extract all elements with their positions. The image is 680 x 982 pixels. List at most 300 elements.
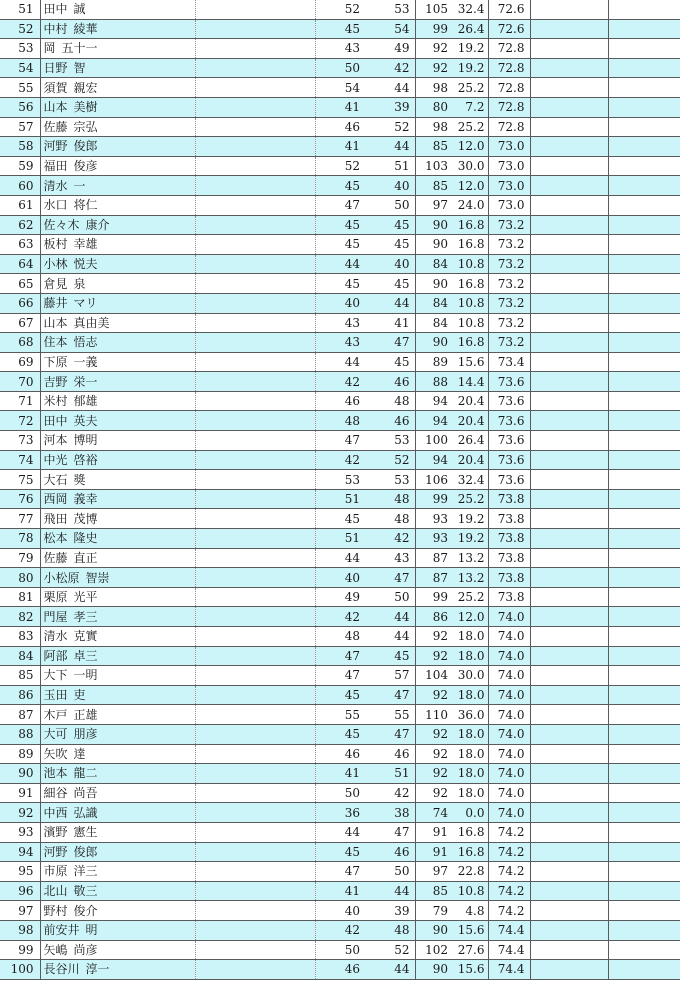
blank-cell [195, 0, 315, 19]
row-number-cell: 66 [0, 293, 40, 313]
empty-cell-1 [530, 783, 608, 803]
total-cell: 103 [415, 156, 451, 176]
value-b-cell: 74.0 [488, 764, 530, 784]
empty-cell-2 [608, 372, 680, 392]
empty-cell-1 [530, 509, 608, 529]
empty-cell-1 [530, 862, 608, 882]
empty-cell-1 [530, 568, 608, 588]
row-number-cell: 100 [0, 960, 40, 980]
blank-cell [195, 137, 315, 157]
score-1-cell: 40 [315, 901, 365, 921]
empty-cell-1 [530, 19, 608, 39]
score-2-cell: 50 [365, 587, 415, 607]
empty-cell-1 [530, 666, 608, 686]
value-b-cell: 72.8 [488, 78, 530, 98]
empty-cell-1 [530, 39, 608, 59]
score-1-cell: 45 [315, 685, 365, 705]
empty-cell-2 [608, 862, 680, 882]
score-2-cell: 44 [365, 627, 415, 647]
table-row [0, 705, 680, 725]
score-1-cell: 44 [315, 352, 365, 372]
empty-cell-2 [608, 724, 680, 744]
value-b-cell: 73.0 [488, 156, 530, 176]
blank-cell [195, 352, 315, 372]
empty-cell-1 [530, 176, 608, 196]
empty-cell-2 [608, 783, 680, 803]
table-row [0, 489, 680, 509]
value-a-cell: 27.6 [451, 940, 488, 960]
blank-cell [195, 176, 315, 196]
empty-cell-1 [530, 58, 608, 78]
blank-cell [195, 117, 315, 137]
value-b-cell: 74.0 [488, 607, 530, 627]
value-a-cell: 16.8 [451, 274, 488, 294]
given-name-text: 洋三 [73, 864, 98, 879]
blank-cell [195, 489, 315, 509]
score-1-cell: 42 [315, 450, 365, 470]
empty-cell-1 [530, 646, 608, 666]
value-a-cell: 19.2 [451, 58, 488, 78]
blank-cell [195, 627, 315, 647]
blank-cell [195, 313, 315, 333]
given-name-text: 俊介 [73, 903, 98, 918]
score-2-cell: 38 [365, 803, 415, 823]
empty-cell-2 [608, 705, 680, 725]
score-1-cell: 50 [315, 940, 365, 960]
table-row [0, 783, 680, 803]
empty-cell-2 [608, 627, 680, 647]
given-name-text: 智 [73, 61, 86, 76]
value-b-cell: 73.8 [488, 587, 530, 607]
value-b-cell: 73.6 [488, 391, 530, 411]
surname-text: 玉田 [43, 688, 68, 703]
empty-cell-2 [608, 764, 680, 784]
row-number-cell: 54 [0, 58, 40, 78]
row-number-cell: 64 [0, 254, 40, 274]
name-cell [40, 450, 195, 470]
value-b-cell: 73.6 [488, 470, 530, 490]
empty-cell-2 [608, 509, 680, 529]
row-number-cell: 67 [0, 313, 40, 333]
total-cell: 90 [415, 960, 451, 980]
score-2-cell: 48 [365, 509, 415, 529]
blank-cell [195, 881, 315, 901]
empty-cell-2 [608, 117, 680, 137]
score-1-cell: 46 [315, 744, 365, 764]
name-cell [40, 724, 195, 744]
empty-cell-1 [530, 117, 608, 137]
value-a-cell: 18.0 [451, 764, 488, 784]
score-1-cell: 48 [315, 627, 365, 647]
value-b-cell: 73.0 [488, 195, 530, 215]
row-number-cell: 63 [0, 235, 40, 255]
empty-cell-2 [608, 19, 680, 39]
empty-cell-2 [608, 489, 680, 509]
total-cell: 90 [415, 274, 451, 294]
score-1-cell: 42 [315, 372, 365, 392]
given-name-text: 龍二 [73, 766, 98, 781]
score-1-cell: 51 [315, 489, 365, 509]
empty-cell-2 [608, 333, 680, 353]
score-2-cell: 53 [365, 431, 415, 451]
total-cell: 92 [415, 764, 451, 784]
total-cell: 90 [415, 920, 451, 940]
empty-cell-1 [530, 254, 608, 274]
table-row [0, 333, 680, 353]
table-row [0, 137, 680, 157]
total-cell: 99 [415, 19, 451, 39]
empty-cell-2 [608, 587, 680, 607]
total-cell: 97 [415, 862, 451, 882]
surname-text: 須賀 [43, 80, 68, 95]
empty-cell-1 [530, 352, 608, 372]
name-cell [40, 666, 195, 686]
table-row [0, 78, 680, 98]
total-cell: 102 [415, 940, 451, 960]
blank-cell [195, 78, 315, 98]
row-number-cell: 73 [0, 431, 40, 451]
score-1-cell: 36 [315, 803, 365, 823]
total-cell: 94 [415, 450, 451, 470]
name-cell [40, 960, 195, 980]
total-cell: 100 [415, 431, 451, 451]
table-row [0, 372, 680, 392]
value-a-cell: 19.2 [451, 529, 488, 549]
total-cell: 92 [415, 58, 451, 78]
value-b-cell: 73.6 [488, 450, 530, 470]
empty-cell-1 [530, 744, 608, 764]
surname-text: 清水 [43, 178, 68, 193]
total-cell: 87 [415, 548, 451, 568]
empty-cell-1 [530, 78, 608, 98]
table-row [0, 254, 680, 274]
row-number-cell: 80 [0, 568, 40, 588]
empty-cell-2 [608, 254, 680, 274]
given-name-text: 尚吾 [73, 786, 98, 801]
name-cell [40, 156, 195, 176]
score-1-cell: 54 [315, 78, 365, 98]
table-row [0, 411, 680, 431]
value-b-cell: 73.2 [488, 333, 530, 353]
row-number-cell: 98 [0, 920, 40, 940]
row-number-cell: 83 [0, 627, 40, 647]
empty-cell-2 [608, 646, 680, 666]
given-name-text: 泉 [73, 276, 86, 291]
blank-cell [195, 470, 315, 490]
empty-cell-2 [608, 391, 680, 411]
name-cell [40, 137, 195, 157]
empty-cell-2 [608, 842, 680, 862]
blank-cell [195, 862, 315, 882]
score-1-cell: 46 [315, 391, 365, 411]
value-b-cell: 73.0 [488, 176, 530, 196]
given-name-text: 一 [73, 178, 86, 193]
score-1-cell: 52 [315, 0, 365, 19]
empty-cell-2 [608, 195, 680, 215]
empty-cell-2 [608, 744, 680, 764]
empty-cell-2 [608, 529, 680, 549]
given-name-text: 英夫 [73, 413, 98, 428]
blank-cell [195, 39, 315, 59]
table-row [0, 901, 680, 921]
total-cell: 92 [415, 627, 451, 647]
row-number-cell: 85 [0, 666, 40, 686]
table-row [0, 293, 680, 313]
value-b-cell: 73.4 [488, 352, 530, 372]
total-cell: 92 [415, 39, 451, 59]
given-name-text: 直正 [73, 550, 98, 565]
score-2-cell: 53 [365, 0, 415, 19]
blank-cell [195, 842, 315, 862]
score-2-cell: 50 [365, 862, 415, 882]
value-a-cell: 18.0 [451, 627, 488, 647]
blank-cell [195, 960, 315, 980]
surname-text: 阿部 [43, 648, 68, 663]
surname-text: 佐藤 [43, 119, 68, 134]
score-1-cell: 41 [315, 97, 365, 117]
blank-cell [195, 293, 315, 313]
surname-text: 矢嶋 [43, 942, 68, 957]
table-row [0, 627, 680, 647]
empty-cell-1 [530, 940, 608, 960]
blank-cell [195, 587, 315, 607]
name-cell [40, 19, 195, 39]
score-2-cell: 51 [365, 156, 415, 176]
total-cell: 97 [415, 195, 451, 215]
blank-cell [195, 195, 315, 215]
surname-text: 細谷 [43, 786, 68, 801]
empty-cell-1 [530, 156, 608, 176]
empty-cell-1 [530, 489, 608, 509]
name-cell [40, 646, 195, 666]
empty-cell-1 [530, 627, 608, 647]
total-cell: 74 [415, 803, 451, 823]
score-2-cell: 45 [365, 646, 415, 666]
surname-text: 松本 [43, 531, 68, 546]
given-name-text: 茂博 [73, 511, 98, 526]
score-2-cell: 46 [365, 372, 415, 392]
surname-text: 小松原 [43, 570, 80, 585]
value-b-cell: 74.4 [488, 920, 530, 940]
surname-text: 濱野 [43, 825, 68, 840]
score-1-cell: 45 [315, 215, 365, 235]
row-number-cell: 88 [0, 724, 40, 744]
score-1-cell: 43 [315, 313, 365, 333]
value-b-cell: 74.0 [488, 685, 530, 705]
blank-cell [195, 783, 315, 803]
value-a-cell: 32.4 [451, 470, 488, 490]
given-name-text: 孝三 [73, 609, 98, 624]
score-1-cell: 45 [315, 19, 365, 39]
score-2-cell: 54 [365, 19, 415, 39]
row-number-cell: 96 [0, 881, 40, 901]
empty-cell-1 [530, 529, 608, 549]
table-row [0, 744, 680, 764]
table-row [0, 195, 680, 215]
surname-text: 清水 [43, 629, 68, 644]
row-number-cell: 56 [0, 97, 40, 117]
row-number-cell: 70 [0, 372, 40, 392]
total-cell: 88 [415, 372, 451, 392]
table-row [0, 764, 680, 784]
value-a-cell: 0.0 [451, 803, 488, 823]
blank-cell [195, 724, 315, 744]
blank-cell [195, 450, 315, 470]
table-row [0, 156, 680, 176]
name-cell [40, 58, 195, 78]
value-b-cell: 74.0 [488, 666, 530, 686]
value-a-cell: 18.0 [451, 724, 488, 744]
total-cell: 85 [415, 176, 451, 196]
name-cell [40, 117, 195, 137]
total-cell: 99 [415, 587, 451, 607]
value-a-cell: 26.4 [451, 431, 488, 451]
score-2-cell: 53 [365, 470, 415, 490]
blank-cell [195, 803, 315, 823]
value-b-cell: 73.2 [488, 254, 530, 274]
score-2-cell: 41 [365, 313, 415, 333]
empty-cell-2 [608, 176, 680, 196]
score-1-cell: 51 [315, 529, 365, 549]
row-number-cell: 95 [0, 862, 40, 882]
name-cell [40, 489, 195, 509]
score-1-cell: 47 [315, 646, 365, 666]
empty-cell-2 [608, 685, 680, 705]
table-row [0, 176, 680, 196]
surname-text: 下原 [43, 354, 68, 369]
row-number-cell: 97 [0, 901, 40, 921]
score-1-cell: 47 [315, 862, 365, 882]
blank-cell [195, 764, 315, 784]
score-1-cell: 55 [315, 705, 365, 725]
value-a-cell: 25.2 [451, 489, 488, 509]
row-number-cell: 60 [0, 176, 40, 196]
given-name-text: 将仁 [73, 198, 98, 213]
score-1-cell: 40 [315, 293, 365, 313]
surname-text: 米村 [43, 394, 68, 409]
score-1-cell: 50 [315, 783, 365, 803]
given-name-text: 誠 [73, 2, 86, 17]
value-a-cell: 10.8 [451, 293, 488, 313]
score-1-cell: 41 [315, 881, 365, 901]
row-number-cell: 78 [0, 529, 40, 549]
empty-cell-1 [530, 470, 608, 490]
surname-text: 中村 [43, 21, 68, 36]
score-2-cell: 57 [365, 666, 415, 686]
row-number-cell: 91 [0, 783, 40, 803]
total-cell: 104 [415, 666, 451, 686]
score-2-cell: 46 [365, 411, 415, 431]
blank-cell [195, 901, 315, 921]
value-a-cell: 30.0 [451, 156, 488, 176]
score-2-cell: 44 [365, 78, 415, 98]
total-cell: 92 [415, 724, 451, 744]
empty-cell-1 [530, 842, 608, 862]
empty-cell-1 [530, 372, 608, 392]
name-cell [40, 352, 195, 372]
value-a-cell: 20.4 [451, 411, 488, 431]
table-row [0, 97, 680, 117]
name-cell [40, 901, 195, 921]
given-name-text: マリ [73, 296, 98, 311]
empty-cell-1 [530, 450, 608, 470]
blank-cell [195, 607, 315, 627]
blank-cell [195, 646, 315, 666]
given-name-text: 五十一 [61, 41, 98, 56]
empty-cell-1 [530, 822, 608, 842]
row-number-cell: 72 [0, 411, 40, 431]
surname-text: 佐々木 [43, 217, 80, 232]
empty-cell-1 [530, 705, 608, 725]
blank-cell [195, 19, 315, 39]
value-a-cell: 16.8 [451, 822, 488, 842]
value-a-cell: 12.0 [451, 607, 488, 627]
empty-cell-1 [530, 920, 608, 940]
value-a-cell: 18.0 [451, 783, 488, 803]
name-cell [40, 940, 195, 960]
score-2-cell: 46 [365, 842, 415, 862]
total-cell: 92 [415, 685, 451, 705]
score-2-cell: 44 [365, 607, 415, 627]
given-name-text: 義幸 [73, 492, 98, 507]
value-a-cell: 10.8 [451, 254, 488, 274]
score-1-cell: 48 [315, 411, 365, 431]
given-name-text: 幸雄 [73, 237, 98, 252]
empty-cell-2 [608, 39, 680, 59]
value-a-cell: 16.8 [451, 215, 488, 235]
given-name-text: 光平 [73, 590, 98, 605]
value-a-cell: 24.0 [451, 195, 488, 215]
empty-cell-1 [530, 137, 608, 157]
given-name-text: 一義 [73, 354, 98, 369]
value-b-cell: 72.6 [488, 19, 530, 39]
table-row [0, 548, 680, 568]
empty-cell-2 [608, 881, 680, 901]
value-b-cell: 72.8 [488, 39, 530, 59]
name-cell [40, 627, 195, 647]
table-row [0, 940, 680, 960]
blank-cell [195, 58, 315, 78]
score-1-cell: 41 [315, 137, 365, 157]
value-a-cell: 4.8 [451, 901, 488, 921]
table-row [0, 881, 680, 901]
surname-text: 矢吹 [43, 746, 68, 761]
value-b-cell: 73.2 [488, 235, 530, 255]
given-name-text: 淳一 [85, 962, 110, 977]
score-2-cell: 43 [365, 548, 415, 568]
row-number-cell: 84 [0, 646, 40, 666]
surname-text: 市原 [43, 864, 68, 879]
blank-cell [195, 568, 315, 588]
name-cell [40, 568, 195, 588]
row-number-cell: 94 [0, 842, 40, 862]
surname-text: 中光 [43, 452, 68, 467]
score-1-cell: 44 [315, 548, 365, 568]
row-number-cell: 58 [0, 137, 40, 157]
empty-cell-1 [530, 881, 608, 901]
surname-text: 木戸 [43, 707, 68, 722]
name-cell [40, 862, 195, 882]
given-name-text: 真由美 [73, 315, 110, 330]
empty-cell-2 [608, 78, 680, 98]
value-a-cell: 12.0 [451, 137, 488, 157]
total-cell: 92 [415, 646, 451, 666]
row-number-cell: 90 [0, 764, 40, 784]
value-a-cell: 14.4 [451, 372, 488, 392]
name-cell [40, 333, 195, 353]
row-number-cell: 62 [0, 215, 40, 235]
row-number-cell: 61 [0, 195, 40, 215]
